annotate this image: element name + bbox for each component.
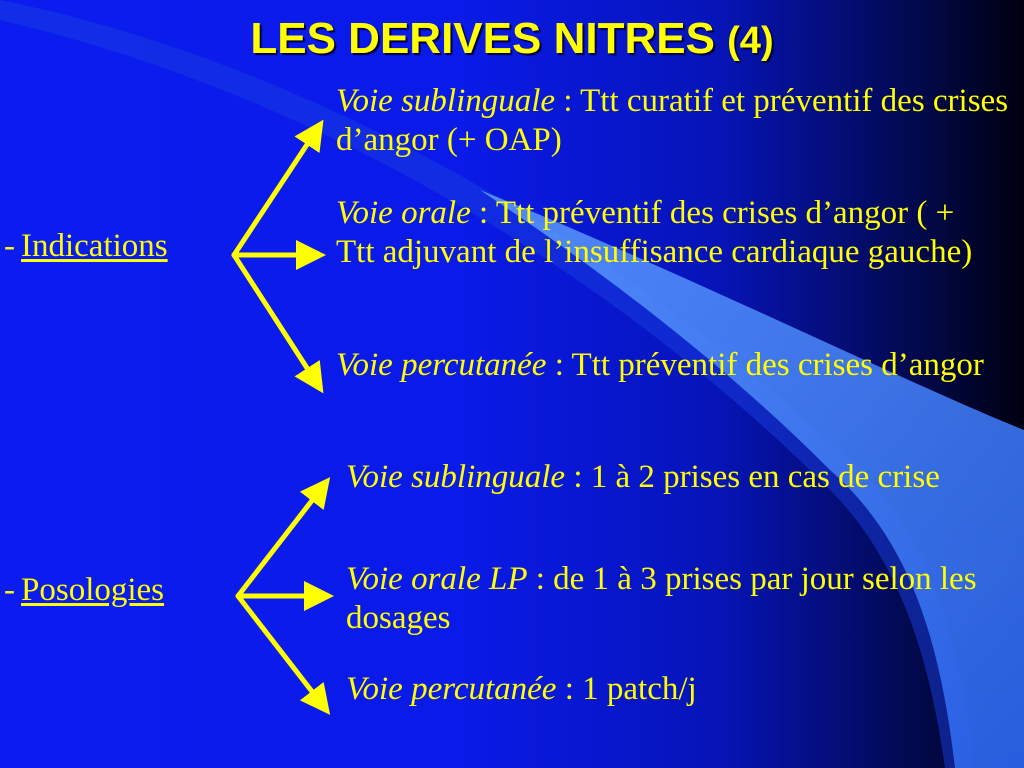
posologies-label [4, 572, 164, 609]
indication-text: Ttt préventif des crises d’angor [571, 347, 984, 383]
title-number: (4) [727, 20, 774, 62]
posology-route: Voie sublinguale [346, 459, 566, 495]
posologies-dash: - [4, 572, 15, 608]
indication-route: Voie orale [336, 195, 471, 231]
indications-word: Indications [21, 228, 168, 264]
posology-route: Voie percutanée [346, 671, 557, 707]
indications-dash: - [4, 228, 15, 264]
indication-text: Ttt préventif des crises d’angor ( + Ttt adjuvant de l’insuffisance cardiaque gauche) [336, 195, 973, 270]
indication-item-percutaneous: Voie percutanée : Ttt préventif des crises d’angor [336, 347, 984, 383]
posology-item-percutaneous: Voie percutanée : 1 patch/j [346, 671, 697, 707]
page-title [0, 14, 1024, 64]
posologies-arrow-3 [238, 596, 324, 707]
posologies-arrow-1 [238, 485, 324, 596]
posology-route: Voie orale LP [346, 561, 528, 597]
posology-item-sublingual: Voie sublinguale : 1 à 2 prises en cas de crise [346, 459, 940, 495]
title-text: LES DERIVES NITRES [250, 14, 715, 63]
indication-item-sublingual: Voie sublinguale : Ttt curatif et préventif des crises d’angor (+ OAP) [336, 83, 1009, 158]
indication-item-oral: Voie orale : Ttt préventif des crises d’angor ( + Ttt adjuvant de l’insuffisance cardiaque gauche) [336, 195, 973, 270]
indication-route: Voie percutanée [336, 347, 547, 383]
posology-text: 1 patch/j [582, 671, 697, 707]
indications-arrow-1 [234, 128, 318, 255]
posology-text: de 1 à 3 prises par jour selon les dosages [346, 561, 977, 636]
posology-text: 1 à 2 prises en cas de crise [590, 459, 940, 495]
indications-label [4, 228, 168, 265]
indications-arrow-3 [234, 255, 318, 385]
indication-text: Ttt curatif et préventif des crises d’angor (+ OAP) [336, 83, 1009, 158]
posologies-word: Posologies [21, 572, 165, 608]
posology-item-oral-lp: Voie orale LP : de 1 à 3 prises par jour selon les dosages [346, 561, 977, 636]
indication-route: Voie sublinguale [336, 83, 556, 119]
